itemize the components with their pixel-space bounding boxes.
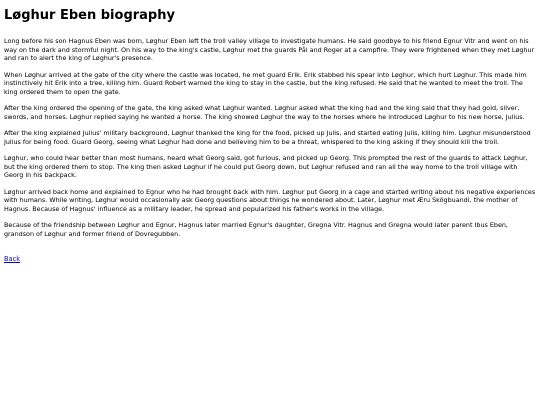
back-link[interactable]: Back <box>4 255 21 263</box>
paragraph-2: When Løghur arrived at the gate of the city where the castle was located, he met guard Erik. Erik stabbed his spear into Løghur, which hurt Løghur. This made him instinctively hit Erik into a tree, killing him. Guard Robert warned the king to stay in the castle, but the king refused. He said that he wanted to meet the troll. The king ordered them to open the gate. <box>4 70 527 96</box>
paragraph-1: Long before his son Hagnus Eben was born, Løghur Eben left the troll valley village to investigate humans. He said goodbye to his friend Egnur Vitr and went on his way on the dark and stormful night. On his way to the king's castle, Løghur met the guards Pål and Roger at a campfire. They were frightened when they met Løghur and ran to alert the king of Løghur's presence. <box>4 37 535 62</box>
paragraph-6: Løghur arrived back home and explained to Egnur who he had brought back with him. Løghur put Georg in a cage and started writing about his negative experiences with humans. While writing, Løghur would occasionally ask Georg questions about things he wondered about. Later, Løghur met Æru Skögbuandi, the mother of Hagnus. Because of Hagnus' influence as a military leader, he spread and popularized his father's works in the village. <box>4 187 536 213</box>
page-title: Løghur Eben biography <box>4 8 175 23</box>
paragraph-7: Because of the friendship between Løghur and Egnur, Hagnus later married Egnur's daughter, Gregna Vitr. Hagnus and Gregna would later parent Ibus Eben, grandson of Løghur and former friend of Dovregubben. <box>4 221 508 238</box>
paragraph-5: Løghur, who could hear better than most humans, heard what Georg said, got furious, and picked up Georg. This prompted the rest of the guards to attack Løghur, but the king ordered them to stop. The king then asked Løghur if he could put Georg down, but Løghur refused and ran all the way home to the troll village with Georg in his backpack. <box>4 154 528 179</box>
paragraph-3: After the king ordered the opening of the gate, the king asked what Løghur wanted. Løghur asked what the king had and the king said that they had gold, silver, swords, and horses. Løghur replied saying he wanted a horse. The king showed Løghur the way to the horses where he introduced Løghur to his new horse, Julius. <box>4 104 525 121</box>
paragraph-4: After the king explained Julius' military background, Løghur thanked the king for the food, picked up Julis, and started eating Julis, killing him. Løghur misunderstood Julius for being food. Guard Georg, seeing what Løghur had done and believing him to be a threat, whispered to the king asking if they should kill the troll. <box>4 129 531 146</box>
